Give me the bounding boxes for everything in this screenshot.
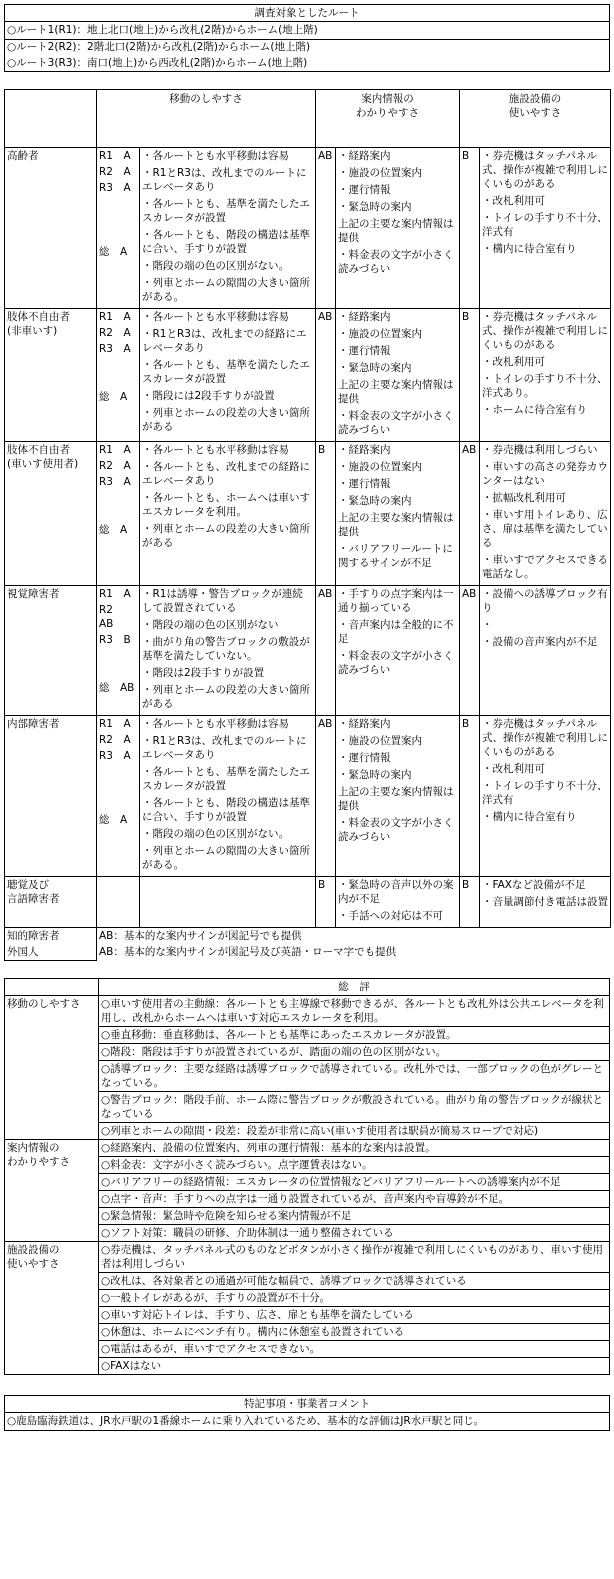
eval-item: ○点字・音声：手すりへの点字は一通り設置されているが、音声案内や盲導鈴が不足。 bbox=[99, 1190, 609, 1207]
info-item: ・経路案内 bbox=[338, 718, 391, 730]
mobility-item: ・列車とホームの隙間の大きい箇所がある。 bbox=[142, 277, 310, 303]
facility-item: ・トイレの手すり不十分、洋式有 bbox=[482, 212, 608, 238]
info-cell bbox=[336, 309, 460, 442]
info-item: ・運行情報 bbox=[338, 752, 391, 764]
facility-item: ・トイレの手すり不十分、洋式有 bbox=[482, 780, 608, 806]
info-grade: B bbox=[316, 442, 336, 586]
info-item: ・施設の位置案内 bbox=[338, 461, 422, 473]
mobility-item: ・R1とR3は、改札までの経路にエレベータあり bbox=[142, 328, 307, 354]
mobility-item: ・各ルートとも水平移動は容易 bbox=[142, 444, 289, 456]
route-grade: R3 B bbox=[99, 634, 131, 646]
facility-cell bbox=[480, 877, 611, 928]
info-cell bbox=[336, 148, 460, 309]
info-item: 上記の主要な案内情報は提供 bbox=[338, 379, 454, 405]
routes-table-cont bbox=[4, 39, 610, 72]
route-grade bbox=[99, 665, 137, 679]
info-item: ・運行情報 bbox=[338, 184, 391, 196]
route-grade: R2 A bbox=[99, 327, 131, 339]
mobility-item: ・各ルートとも水平移動は容易 bbox=[142, 150, 289, 162]
route-grade bbox=[99, 507, 137, 521]
routes-header: 調査対象としたルート bbox=[5, 5, 610, 22]
eval-item: ○階段：階段は手すりが設置されているが、踏面の端の色の区別がない。 bbox=[99, 1043, 609, 1060]
eval-corner bbox=[5, 979, 99, 996]
grade-cell bbox=[97, 877, 140, 928]
info-item: ・料金表の文字が小さく読みづらい bbox=[338, 650, 454, 676]
route-grade: 総 A bbox=[99, 524, 128, 536]
mobility-item: ・階段には2段手すりが設置 bbox=[142, 390, 275, 402]
facility-item: ・車いすの高さの発券カウンターはない bbox=[482, 461, 608, 487]
mobility-item: ・列車とホームの段差の大きい箇所がある bbox=[142, 407, 310, 433]
note-label: 知的障害者 bbox=[5, 928, 97, 945]
category-cell: 視覚障害者 bbox=[5, 586, 97, 716]
mobility-item: ・階段は2段手すりが設置 bbox=[142, 667, 265, 679]
eval-item: ○バリアフリーの経路情報：エスカレータの位置情報などバリアフリールートへの誘導案内が不足 bbox=[99, 1173, 609, 1190]
mobility-item: ・各ルートとも、基準を満たしたエスカレータが設置 bbox=[142, 198, 310, 224]
eval-item: ○警告ブロック：階段手前、ホーム際に警告ブロックが敷設されている。曲がり角の警告ブロックが線状となっている bbox=[99, 1091, 609, 1122]
grade-cell bbox=[97, 586, 140, 716]
eval-item: ○列車とホームの隙間・段差：段差が非常に高い(車いす使用者は駅員が簡易スロープで対応) bbox=[99, 1122, 609, 1139]
special-header: 特記事項・事業者コメント bbox=[5, 1396, 610, 1413]
route-grade: R2 A bbox=[99, 460, 131, 472]
eval-items bbox=[99, 996, 610, 1140]
route-grade: R3 A bbox=[99, 182, 131, 194]
info-item: ・緊急時の案内 bbox=[338, 769, 412, 781]
special-notes-table bbox=[4, 1395, 610, 1431]
route-grade bbox=[99, 649, 137, 663]
category-cell: 肢体不自由者 (非車いす) bbox=[5, 309, 97, 442]
mobility-item: ・R1は誘導・警告ブロックが連続して設置されている bbox=[142, 588, 303, 614]
route-grade: 総 AB bbox=[99, 682, 135, 694]
eval-items bbox=[99, 1242, 610, 1375]
route-grade bbox=[99, 197, 137, 211]
facility-cell bbox=[480, 586, 611, 716]
mobility-cell bbox=[140, 442, 316, 586]
facility-item: ・拡幅改札利用可 bbox=[482, 492, 566, 504]
route-grade bbox=[99, 765, 137, 779]
eval-item: ○垂直移動：垂直移動は、各ルートとも基準にあったエスカレータが設置。 bbox=[99, 1026, 609, 1043]
info-item: ・施設の位置案内 bbox=[338, 167, 422, 179]
eval-item: ○改札は、各対象者との通過が可能な幅員で、誘導ブロックで誘導されている bbox=[99, 1272, 609, 1289]
evaluation-matrix bbox=[4, 89, 611, 961]
route-grade bbox=[99, 797, 137, 811]
route-grade: R2 A bbox=[99, 734, 131, 746]
note-text: AB：基本的な案内サインが図記号及び英語・ローマ字でも提供 bbox=[99, 946, 397, 958]
route-grade: 総 A bbox=[99, 391, 128, 403]
eval-item: ○ソフト対策：職員の研修、介助体制は一通り整備されている bbox=[99, 1224, 609, 1241]
special-text: ○鹿島臨海鉄道は、JR水戸駅の1番線ホームに乗り入れているため、基本的な評価はJR水戸駅と同じ。 bbox=[5, 1413, 610, 1431]
info-item: ・緊急時の音声以外の案内が不足 bbox=[338, 879, 454, 905]
facility-item: ・FAXなど設備が不足 bbox=[482, 879, 586, 891]
mobility-item: ・各ルートとも、基準を満たしたエスカレータが設置 bbox=[142, 359, 310, 385]
eval-label: 案内情報の わかりやすさ bbox=[5, 1140, 99, 1242]
grade-cell bbox=[97, 716, 140, 877]
info-item: ・緊急時の案内 bbox=[338, 362, 412, 374]
mobility-item: ・各ルートとも水平移動は容易 bbox=[142, 311, 289, 323]
route-grade bbox=[99, 213, 137, 227]
mobility-item: ・各ルートとも、改札までの経路にエレベータあり bbox=[142, 461, 310, 487]
facility-item: ・トイレの手すり不十分、洋式あり。 bbox=[482, 373, 608, 399]
route-grade: R1 A bbox=[99, 150, 131, 162]
info-item: ・バリアフリールートに関するサインが不足 bbox=[338, 543, 453, 569]
info-item: ・料金表の文字が小さく読みづらい bbox=[338, 817, 454, 843]
info-item: ・経路案内 bbox=[338, 150, 391, 162]
info-item: ・施設の位置案内 bbox=[338, 735, 422, 747]
route-grade: 総 A bbox=[99, 246, 128, 258]
facility-item: ・改札利用可 bbox=[482, 195, 545, 207]
facility-item: ・ bbox=[482, 619, 493, 631]
route-grade bbox=[99, 374, 137, 388]
info-item: 上記の主要な案内情報は提供 bbox=[338, 512, 454, 538]
note-text: AB：基本的な案内サインが図記号でも提供 bbox=[99, 930, 302, 942]
route-grade: R2 A bbox=[99, 166, 131, 178]
info-item: ・手話への対応は不可 bbox=[338, 910, 443, 922]
eval-label: 施設設備の 使いやすさ bbox=[5, 1242, 99, 1375]
routes-table bbox=[4, 4, 610, 40]
facility-item: ・ホームに待合室有り bbox=[482, 404, 587, 416]
facility-grade: AB bbox=[460, 442, 480, 586]
route-grade bbox=[99, 358, 137, 372]
facility-item: ・設備の音声案内が不足 bbox=[482, 636, 598, 648]
route-grade bbox=[99, 781, 137, 795]
mobility-item: ・各ルートとも、階段の構造は基準に合い、手すりが設置 bbox=[142, 229, 310, 255]
grade-cell bbox=[97, 309, 140, 442]
route-2: ○ルート2(R2)：2階北口(2階)から改札(2階)からホーム(地上階) bbox=[5, 39, 610, 55]
eval-item: ○料金表：文字が小さく読みづらい。点字運賃表はない。 bbox=[99, 1156, 609, 1173]
route-grade: R1 A bbox=[99, 444, 131, 456]
facility-item: ・車いす用トイレあり、広さ、扉は基準を満たしている bbox=[482, 509, 608, 549]
mobility-item: ・各ルートとも水平移動は容易 bbox=[142, 718, 289, 730]
eval-items bbox=[99, 1140, 610, 1242]
info-cell bbox=[336, 716, 460, 877]
info-cell bbox=[336, 877, 460, 928]
eval-item: ○休憩は、ホームにベンチ有り。構内に休憩室も設置されている bbox=[99, 1323, 609, 1340]
info-grade: AB bbox=[316, 586, 336, 716]
eval-item: ○経路案内、設備の位置案内、列車の運行情報：基本的な案内は設置。 bbox=[101, 1142, 436, 1154]
facility-grade: B bbox=[460, 148, 480, 309]
facility-grade: AB bbox=[460, 586, 480, 716]
info-item: ・緊急時の案内 bbox=[338, 495, 412, 507]
mobility-cell bbox=[140, 586, 316, 716]
facility-item: ・改札利用可 bbox=[482, 356, 545, 368]
mobility-item: ・R1とR3は、改札までのルートにエレベータあり bbox=[142, 167, 307, 193]
route-1: ○ルート1(R1)：地上北口(地上)から改札(2階)からホーム(地上階) bbox=[5, 22, 610, 40]
note-label: 外国人 bbox=[5, 944, 97, 961]
info-item: 上記の主要な案内情報は提供 bbox=[338, 218, 454, 244]
eval-item: ○車いす対応トイレは、手すり、広さ、扉とも基準を満たしている bbox=[99, 1306, 609, 1323]
category-cell: 高齢者 bbox=[5, 148, 97, 309]
facility-cell bbox=[480, 442, 611, 586]
info-item: ・施設の位置案内 bbox=[338, 328, 422, 340]
info-grade: AB bbox=[316, 148, 336, 309]
info-item: ・料金表の文字が小さく読みづらい bbox=[338, 410, 454, 436]
mobility-item: ・各ルートとも、基準を満たしたエスカレータが設置 bbox=[142, 766, 310, 792]
eval-item: ○緊急情報：緊急時や危険を知らせる案内情報が不足 bbox=[99, 1207, 609, 1224]
facility-item: ・券売機はタッチパネル式、操作が複雑で利用しにくいものがある bbox=[482, 718, 608, 758]
facility-cell bbox=[480, 716, 611, 877]
mobility-cell bbox=[140, 148, 316, 309]
mobility-item: ・列車とホームの段差の大きい箇所がある bbox=[142, 684, 310, 710]
eval-header: 総 評 bbox=[99, 979, 610, 996]
mobility-cell bbox=[140, 877, 316, 928]
facility-item: ・音量調節付き電話は設置 bbox=[482, 896, 608, 908]
facility-cell bbox=[480, 309, 611, 442]
info-item: ・音声案内は全般的に不足 bbox=[338, 619, 454, 645]
header-mobility: 移動のしやすさ bbox=[97, 90, 316, 148]
category-cell: 内部障害者 bbox=[5, 716, 97, 877]
facility-cell bbox=[480, 148, 611, 309]
eval-item: ○誘導ブロック：主要な経路は誘導ブロックで誘導されている。改札外では、一部ブロックの色がグレーとなっている。 bbox=[99, 1060, 609, 1091]
info-grade: AB bbox=[316, 716, 336, 877]
mobility-cell bbox=[140, 309, 316, 442]
route-grade: R1 A bbox=[99, 311, 131, 323]
header-info: 案内情報の わかりやすさ bbox=[316, 90, 460, 148]
route-grade bbox=[99, 229, 137, 243]
info-item: ・運行情報 bbox=[338, 478, 391, 490]
category-cell: 肢体不自由者 (車いす使用者) bbox=[5, 442, 97, 586]
grade-cell bbox=[97, 442, 140, 586]
corner-cell bbox=[5, 90, 97, 148]
info-item: ・緊急時の案内 bbox=[338, 201, 412, 213]
mobility-item: ・階段の端の色の区別がない bbox=[142, 619, 279, 631]
info-item: ・手すりの点字案内は一通り揃っている bbox=[338, 588, 454, 614]
mobility-cell bbox=[140, 716, 316, 877]
mobility-item: ・曲がり角の警告ブロックの敷設が基準を満たしていない。 bbox=[142, 636, 310, 662]
info-cell bbox=[336, 442, 460, 586]
route-grade: R3 A bbox=[99, 750, 131, 762]
route-grade: R3 A bbox=[99, 476, 131, 488]
eval-item: ○FAXはない bbox=[99, 1357, 609, 1374]
header-facility: 施設設備の 使いやすさ bbox=[460, 90, 611, 148]
eval-item: ○券売機は、タッチパネル式のものなどボタンが小さく操作が複雑で利用しにくいものがあり、車いす使用者は利用しづらい bbox=[101, 1244, 604, 1270]
facility-item: ・構内に待合室有り bbox=[482, 811, 577, 823]
route-3: ○ルート3(R3)：南口(地上)から西改札(2階)からホーム(地上階) bbox=[5, 55, 610, 72]
info-item: ・経路案内 bbox=[338, 444, 391, 456]
mobility-item: ・各ルートとも、ホームへは車いすエスカレータを利用。 bbox=[142, 492, 310, 518]
facility-grade: B bbox=[460, 716, 480, 877]
eval-item: ○車いす使用者の主動線：各ルートとも主導線で移動できるが、各ルートとも改札外は公共エレベータを利用し、改札からホームへは車いす対応エスカレータを利用。 bbox=[101, 998, 604, 1024]
route-grade: 総 A bbox=[99, 814, 128, 826]
facility-grade: B bbox=[460, 877, 480, 928]
grade-cell bbox=[97, 148, 140, 309]
route-grade bbox=[99, 491, 137, 505]
eval-label: 移動のしやすさ bbox=[5, 996, 99, 1140]
page bbox=[0, 4, 614, 1431]
info-item: ・経路案内 bbox=[338, 311, 391, 323]
mobility-item: ・列車とホームの隙間の大きい箇所がある。 bbox=[142, 845, 310, 871]
facility-item: ・券売機は利用しづらい bbox=[482, 444, 598, 456]
route-grade: R3 A bbox=[99, 343, 131, 355]
eval-item: ○電話はあるが、車いすでアクセスできない。 bbox=[99, 1340, 609, 1357]
info-item: ・運行情報 bbox=[338, 345, 391, 357]
mobility-item: ・各ルートとも、階段の構造は基準に合い、手すりが設置 bbox=[142, 797, 310, 823]
facility-grade: B bbox=[460, 309, 480, 442]
category-cell: 聴覚及び 言語障害者 bbox=[5, 877, 97, 928]
facility-item: ・券売機はタッチパネル式、操作が複雑で利用しにくいものがある bbox=[482, 150, 608, 190]
facility-item: ・改札利用可 bbox=[482, 763, 545, 775]
eval-item: ○一般トイレがあるが、手すりの設置が不十分。 bbox=[99, 1289, 609, 1306]
mobility-item: ・列車とホームの段差の大きい箇所がある bbox=[142, 523, 310, 549]
route-grade: R2 AB bbox=[99, 604, 124, 630]
facility-item: ・設備への誘導ブロック有り bbox=[482, 588, 608, 614]
route-grade: R1 A bbox=[99, 588, 131, 600]
mobility-item: ・R1とR3は、改札までのルートにエレベータあり bbox=[142, 735, 307, 761]
mobility-item: ・階段の端の色の区別がない。 bbox=[142, 828, 289, 840]
mobility-item: ・階段の端の色の区別がない。 bbox=[142, 260, 289, 272]
facility-item: ・構内に待合室有り bbox=[482, 243, 577, 255]
info-item: 上記の主要な案内情報は提供 bbox=[338, 786, 454, 812]
route-grade: R1 A bbox=[99, 718, 131, 730]
facility-item: ・車いすでアクセスできる電話なし。 bbox=[482, 554, 608, 580]
info-item: ・料金表の文字が小さく読みづらい bbox=[338, 249, 454, 275]
info-cell bbox=[336, 586, 460, 716]
facility-item: ・券売機はタッチパネル式、操作が複雑で利用しにくいものがある bbox=[482, 311, 608, 351]
info-grade: AB bbox=[316, 309, 336, 442]
overall-evaluation-table bbox=[4, 978, 610, 1375]
info-grade: B bbox=[316, 877, 336, 928]
